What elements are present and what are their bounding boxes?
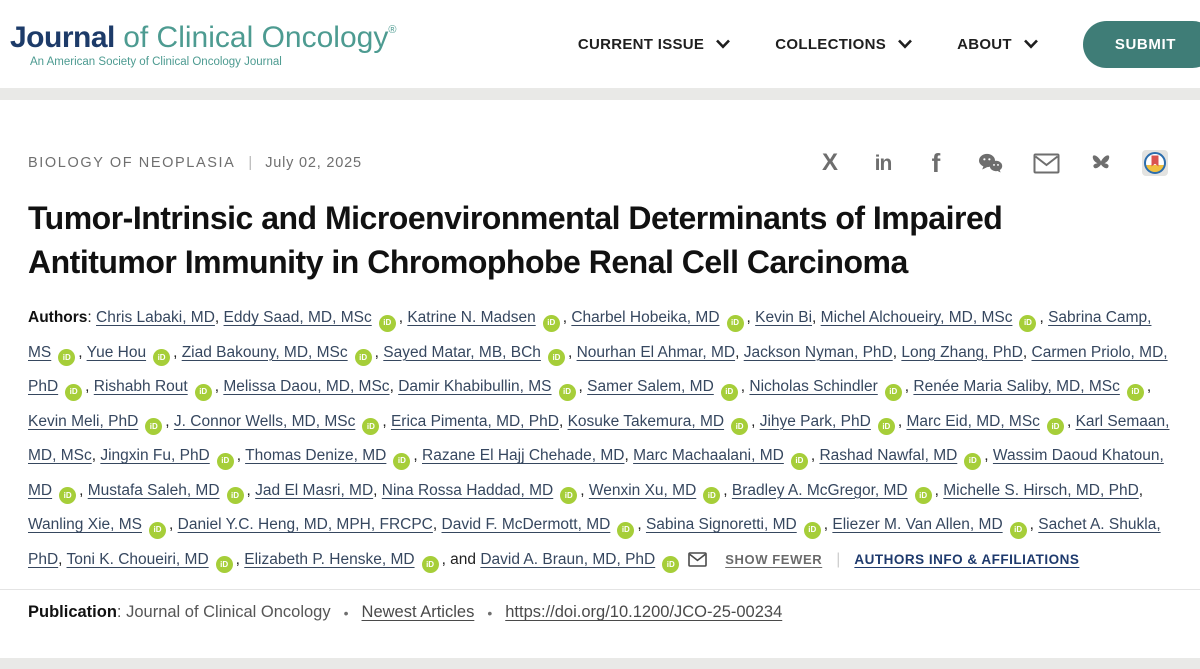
publication-line bbox=[28, 603, 1172, 622]
orcid-icon[interactable]: iD bbox=[727, 315, 744, 332]
author-link[interactable]: Chris Labaki, MD bbox=[96, 309, 215, 326]
orcid-icon[interactable]: iD bbox=[964, 453, 981, 470]
author-link[interactable]: Bradley A. McGregor, MD bbox=[731, 481, 908, 499]
orcid-icon[interactable]: iD bbox=[1019, 315, 1036, 332]
author-link[interactable]: Charbel Hobeika, MD bbox=[571, 309, 720, 326]
author-link[interactable]: Rashad Nawfal, MD bbox=[819, 447, 958, 464]
bullet-separator: • bbox=[343, 604, 349, 621]
author-link[interactable]: Toni K. Choueiri, MD bbox=[66, 550, 209, 568]
orcid-icon[interactable]: iD bbox=[355, 349, 372, 366]
main-nav bbox=[578, 21, 1200, 68]
orcid-icon[interactable]: iD bbox=[217, 453, 234, 470]
publication-label: Publication bbox=[28, 603, 117, 621]
publication-journal: Journal of Clinical Oncology bbox=[126, 603, 331, 621]
author-link[interactable]: Sachet A. Shukla, PhD bbox=[28, 516, 1161, 568]
nav-about[interactable] bbox=[957, 36, 1039, 53]
author-link[interactable]: Nourhan El Ahmar, MD bbox=[576, 343, 736, 361]
bluesky-icon[interactable] bbox=[1089, 150, 1113, 176]
site-header bbox=[0, 0, 1200, 88]
email-icon[interactable] bbox=[1033, 150, 1060, 176]
doi-link[interactable]: https://doi.org/10.1200/JCO-25-00234 bbox=[505, 603, 783, 621]
author-link[interactable]: Razane El Hajj Chehade, MD bbox=[422, 447, 625, 464]
author-link[interactable]: Kevin Meli, PhD bbox=[28, 412, 139, 430]
wechat-icon[interactable] bbox=[977, 150, 1004, 176]
nav-collections-label: COLLECTIONS bbox=[775, 35, 887, 53]
meta-pipe: | bbox=[248, 155, 253, 171]
newest-articles-link[interactable]: Newest Articles bbox=[361, 603, 475, 621]
bullet-separator: • bbox=[487, 604, 493, 621]
bottom-divider-strip bbox=[0, 658, 1200, 669]
author-link[interactable]: Michelle S. Hirsch, MD, PhD bbox=[943, 481, 1139, 499]
correspondence-email-icon[interactable] bbox=[688, 554, 707, 571]
journal-logo[interactable] bbox=[10, 21, 396, 68]
mendeley-icon[interactable] bbox=[1142, 150, 1168, 176]
author-link[interactable]: Jingxin Fu, PhD bbox=[100, 447, 210, 464]
share-toolbar bbox=[818, 150, 1168, 176]
orcid-icon[interactable]: iD bbox=[878, 418, 895, 435]
authors-list bbox=[28, 301, 1172, 580]
author-link[interactable]: Melissa Daou, MD, MSc bbox=[223, 378, 390, 395]
authors-separator-bar: | bbox=[836, 550, 841, 568]
authors-names: Chris Labaki, MD, Eddy Saad, MD, MSc iD , Katrine N. Madsen iD , Charbel Hobeika, MD iD , Kevin Bi, Michel Alchoueiry, MD, MSc iD , Sabrina Camp, MS iD , Yue Hou iD , Ziad Bakouny, MD, MSc iD , Sayed Matar, MB, BCh iD , Nourhan El Ahmar, MD, Jackson Nyman, PhD, Long Zhang, PhD, Carmen Priolo, MD, PhD iD , Rishabh Rout iD , Melissa Daou, MD, MSc, Damir Khabibullin, MS iD , Samer Salem, MD iD , Nicholas Schindler iD , Renée Maria Saliby, MD, MSc iD , Kevin Meli, PhD iD , J. Connor Wells, MD, MSc iD , Erica Pimenta, MD, PhD, Kosuke Takemura, MD iD , Jihye Park, PhD iD , Marc Eid, MD, MSc iD , Karl Semaan, MD, MSc, Jingxin Fu, PhD iD , Thomas Denize, MD iD , Razane El Hajj Chehade, MD, Marc Machaalani, MD iD , Rashad Nawfal, MD iD , Wassim Daoud Khatoun, MD iD , Mustafa Saleh, MD iD , Jad El Masri, MD, Nina Rossa Haddad, MD iD , Wenxin Xu, MD iD , Bradley A. McGregor, MD iD , Michelle S. Hirsch, MD, PhD, Wanling Xie, MS iD , Daniel Y.C. Heng, MD, MPH, FRCPC, David F. McDermott, MD iD , Sabina Signoretti, MD iD , Eliezer M. Van Allen, MD iD , Sachet A. Shukla, PhD, Toni K. Choueiri, MD iD , Elizabeth P. Henske, MD iD , and David A. Braun, MD, PhD iD bbox=[28, 309, 1169, 568]
journal-logo-word: Journal bbox=[10, 20, 115, 54]
author-link[interactable]: Karl Semaan, MD, MSc bbox=[28, 412, 1170, 464]
orcid-icon[interactable]: iD bbox=[543, 315, 560, 332]
orcid-icon[interactable]: iD bbox=[145, 418, 162, 435]
author-link[interactable]: Eliezer M. Van Allen, MD bbox=[832, 516, 1003, 533]
orcid-icon[interactable]: iD bbox=[915, 487, 932, 504]
author-link[interactable]: Marc Machaalani, MD bbox=[633, 447, 784, 464]
orcid-icon[interactable]: iD bbox=[1127, 384, 1144, 401]
author-link[interactable]: Mustafa Saleh, MD bbox=[87, 481, 220, 499]
orcid-icon[interactable]: iD bbox=[791, 453, 808, 470]
section-divider bbox=[0, 589, 1200, 590]
author-link[interactable]: Elizabeth P. Henske, MD bbox=[244, 550, 415, 568]
author-link[interactable]: Jihye Park, PhD bbox=[759, 412, 871, 430]
author-link[interactable]: Wassim Daoud Khatoun, MD bbox=[28, 447, 1164, 499]
author-link[interactable]: Thomas Denize, MD bbox=[245, 447, 387, 464]
x-icon[interactable]: X bbox=[821, 149, 838, 176]
journal-logo-tagline: An American Society of Clinical Oncology Journal bbox=[30, 55, 282, 68]
author-link[interactable]: Jackson Nyman, PhD bbox=[743, 343, 893, 361]
author-link[interactable]: David F. McDermott, MD bbox=[441, 516, 611, 533]
author-link[interactable]: Long Zhang, PhD bbox=[901, 343, 1023, 361]
journal-logo-rest: of Clinical Oncology bbox=[114, 20, 389, 54]
nav-current-issue-label: CURRENT ISSUE bbox=[577, 35, 705, 53]
author-link[interactable]: David A. Braun, MD, PhD bbox=[480, 550, 656, 568]
author-link[interactable]: Sabrina Camp, MS bbox=[28, 309, 1152, 361]
orcid-icon[interactable]: iD bbox=[1047, 418, 1064, 435]
orcid-icon[interactable]: iD bbox=[362, 418, 379, 435]
article-category: BIOLOGY OF NEOPLASIA bbox=[28, 155, 236, 171]
author-link[interactable]: Rishabh Rout bbox=[93, 378, 188, 395]
facebook-icon[interactable]: f bbox=[931, 148, 941, 178]
article-title: Tumor-Intrinsic and Microenvironmental Determinants of Impaired Antitumor Immunity in Chromophobe Renal Cell Carcinoma bbox=[28, 200, 1003, 280]
author-link[interactable]: Katrine N. Madsen bbox=[407, 309, 536, 326]
article-main bbox=[0, 150, 1200, 622]
orcid-icon[interactable]: iD bbox=[379, 315, 396, 332]
orcid-icon[interactable]: iD bbox=[1010, 522, 1027, 539]
author-link[interactable]: Sabina Signoretti, MD bbox=[645, 516, 797, 533]
author-link[interactable]: Eddy Saad, MD, MSc bbox=[223, 309, 372, 326]
article-date: July 02, 2025 bbox=[265, 155, 362, 171]
author-link[interactable]: Nina Rossa Haddad, MD bbox=[381, 481, 554, 499]
author-link[interactable]: Renée Maria Saliby, MD, MSc bbox=[913, 378, 1120, 395]
chevron-down-icon bbox=[715, 39, 731, 49]
header-divider-strip bbox=[0, 88, 1200, 100]
author-link[interactable]: Jad El Masri, MD bbox=[255, 481, 374, 499]
chevron-down-icon bbox=[1023, 39, 1039, 49]
chevron-down-icon bbox=[897, 39, 913, 49]
author-link[interactable]: Kevin Bi bbox=[755, 309, 813, 326]
article-meta-row bbox=[28, 150, 1172, 176]
orcid-icon[interactable]: iD bbox=[721, 384, 738, 401]
nav-about-label: ABOUT bbox=[957, 35, 1012, 53]
category-line bbox=[28, 155, 362, 171]
publication-label-wrap bbox=[28, 603, 331, 622]
authors-label: Authors bbox=[28, 309, 88, 326]
orcid-icon[interactable]: iD bbox=[731, 418, 748, 435]
author-link[interactable]: Wenxin Xu, MD bbox=[588, 481, 697, 499]
orcid-icon[interactable]: iD bbox=[703, 487, 720, 504]
show-fewer-button[interactable]: SHOW FEWER bbox=[725, 551, 823, 567]
author-link[interactable]: Kosuke Takemura, MD bbox=[567, 412, 725, 430]
journal-logo-text bbox=[10, 21, 396, 55]
author-link[interactable]: Erica Pimenta, MD, PhD bbox=[390, 412, 559, 430]
author-link[interactable]: Ziad Bakouny, MD, MSc bbox=[181, 343, 348, 361]
orcid-icon[interactable]: iD bbox=[149, 522, 166, 539]
orcid-icon[interactable]: iD bbox=[393, 453, 410, 470]
orcid-icon[interactable]: iD bbox=[617, 522, 634, 539]
author-link[interactable]: Sayed Matar, MB, BCh bbox=[383, 343, 541, 361]
orcid-icon[interactable]: iD bbox=[662, 556, 679, 573]
orcid-icon[interactable]: iD bbox=[422, 556, 439, 573]
orcid-icon[interactable]: iD bbox=[59, 487, 76, 504]
author-link[interactable]: Daniel Y.C. Heng, MD, MPH, FRCPC bbox=[177, 516, 433, 533]
linkedin-icon[interactable]: in bbox=[874, 151, 892, 175]
author-link[interactable]: J. Connor Wells, MD, MSc bbox=[173, 412, 356, 430]
nav-current-issue[interactable] bbox=[578, 36, 731, 53]
nav-collections[interactable] bbox=[775, 36, 913, 53]
orcid-icon[interactable]: iD bbox=[560, 487, 577, 504]
orcid-icon[interactable]: iD bbox=[227, 487, 244, 504]
author-link[interactable]: Carmen Priolo, MD, PhD bbox=[28, 343, 1168, 395]
author-link[interactable]: Yue Hou bbox=[86, 343, 147, 361]
orcid-icon[interactable]: iD bbox=[559, 384, 576, 401]
submit-button[interactable]: SUBMIT bbox=[1083, 21, 1200, 68]
orcid-icon[interactable]: iD bbox=[153, 349, 170, 366]
author-link[interactable]: Wanling Xie, MS bbox=[28, 516, 142, 533]
orcid-icon[interactable]: iD bbox=[885, 384, 902, 401]
author-link[interactable]: Marc Eid, MD, MSc bbox=[906, 412, 1040, 430]
orcid-icon[interactable]: iD bbox=[58, 349, 75, 366]
author-link[interactable]: Michel Alchoueiry, MD, MSc bbox=[820, 309, 1013, 326]
orcid-icon[interactable]: iD bbox=[195, 384, 212, 401]
orcid-icon[interactable]: iD bbox=[65, 384, 82, 401]
author-link[interactable]: Nicholas Schindler bbox=[749, 378, 878, 395]
orcid-icon[interactable]: iD bbox=[548, 349, 565, 366]
authors-colon: : bbox=[87, 309, 97, 326]
authors-info-affiliations-link[interactable]: AUTHORS INFO & AFFILIATIONS bbox=[854, 551, 1080, 567]
publication-colon: : bbox=[116, 603, 127, 621]
orcid-icon[interactable]: iD bbox=[216, 556, 233, 573]
author-link[interactable]: Samer Salem, MD bbox=[587, 378, 714, 395]
orcid-icon[interactable]: iD bbox=[804, 522, 821, 539]
registered-mark: ® bbox=[388, 23, 397, 36]
author-link[interactable]: Damir Khabibullin, MS bbox=[398, 378, 552, 395]
